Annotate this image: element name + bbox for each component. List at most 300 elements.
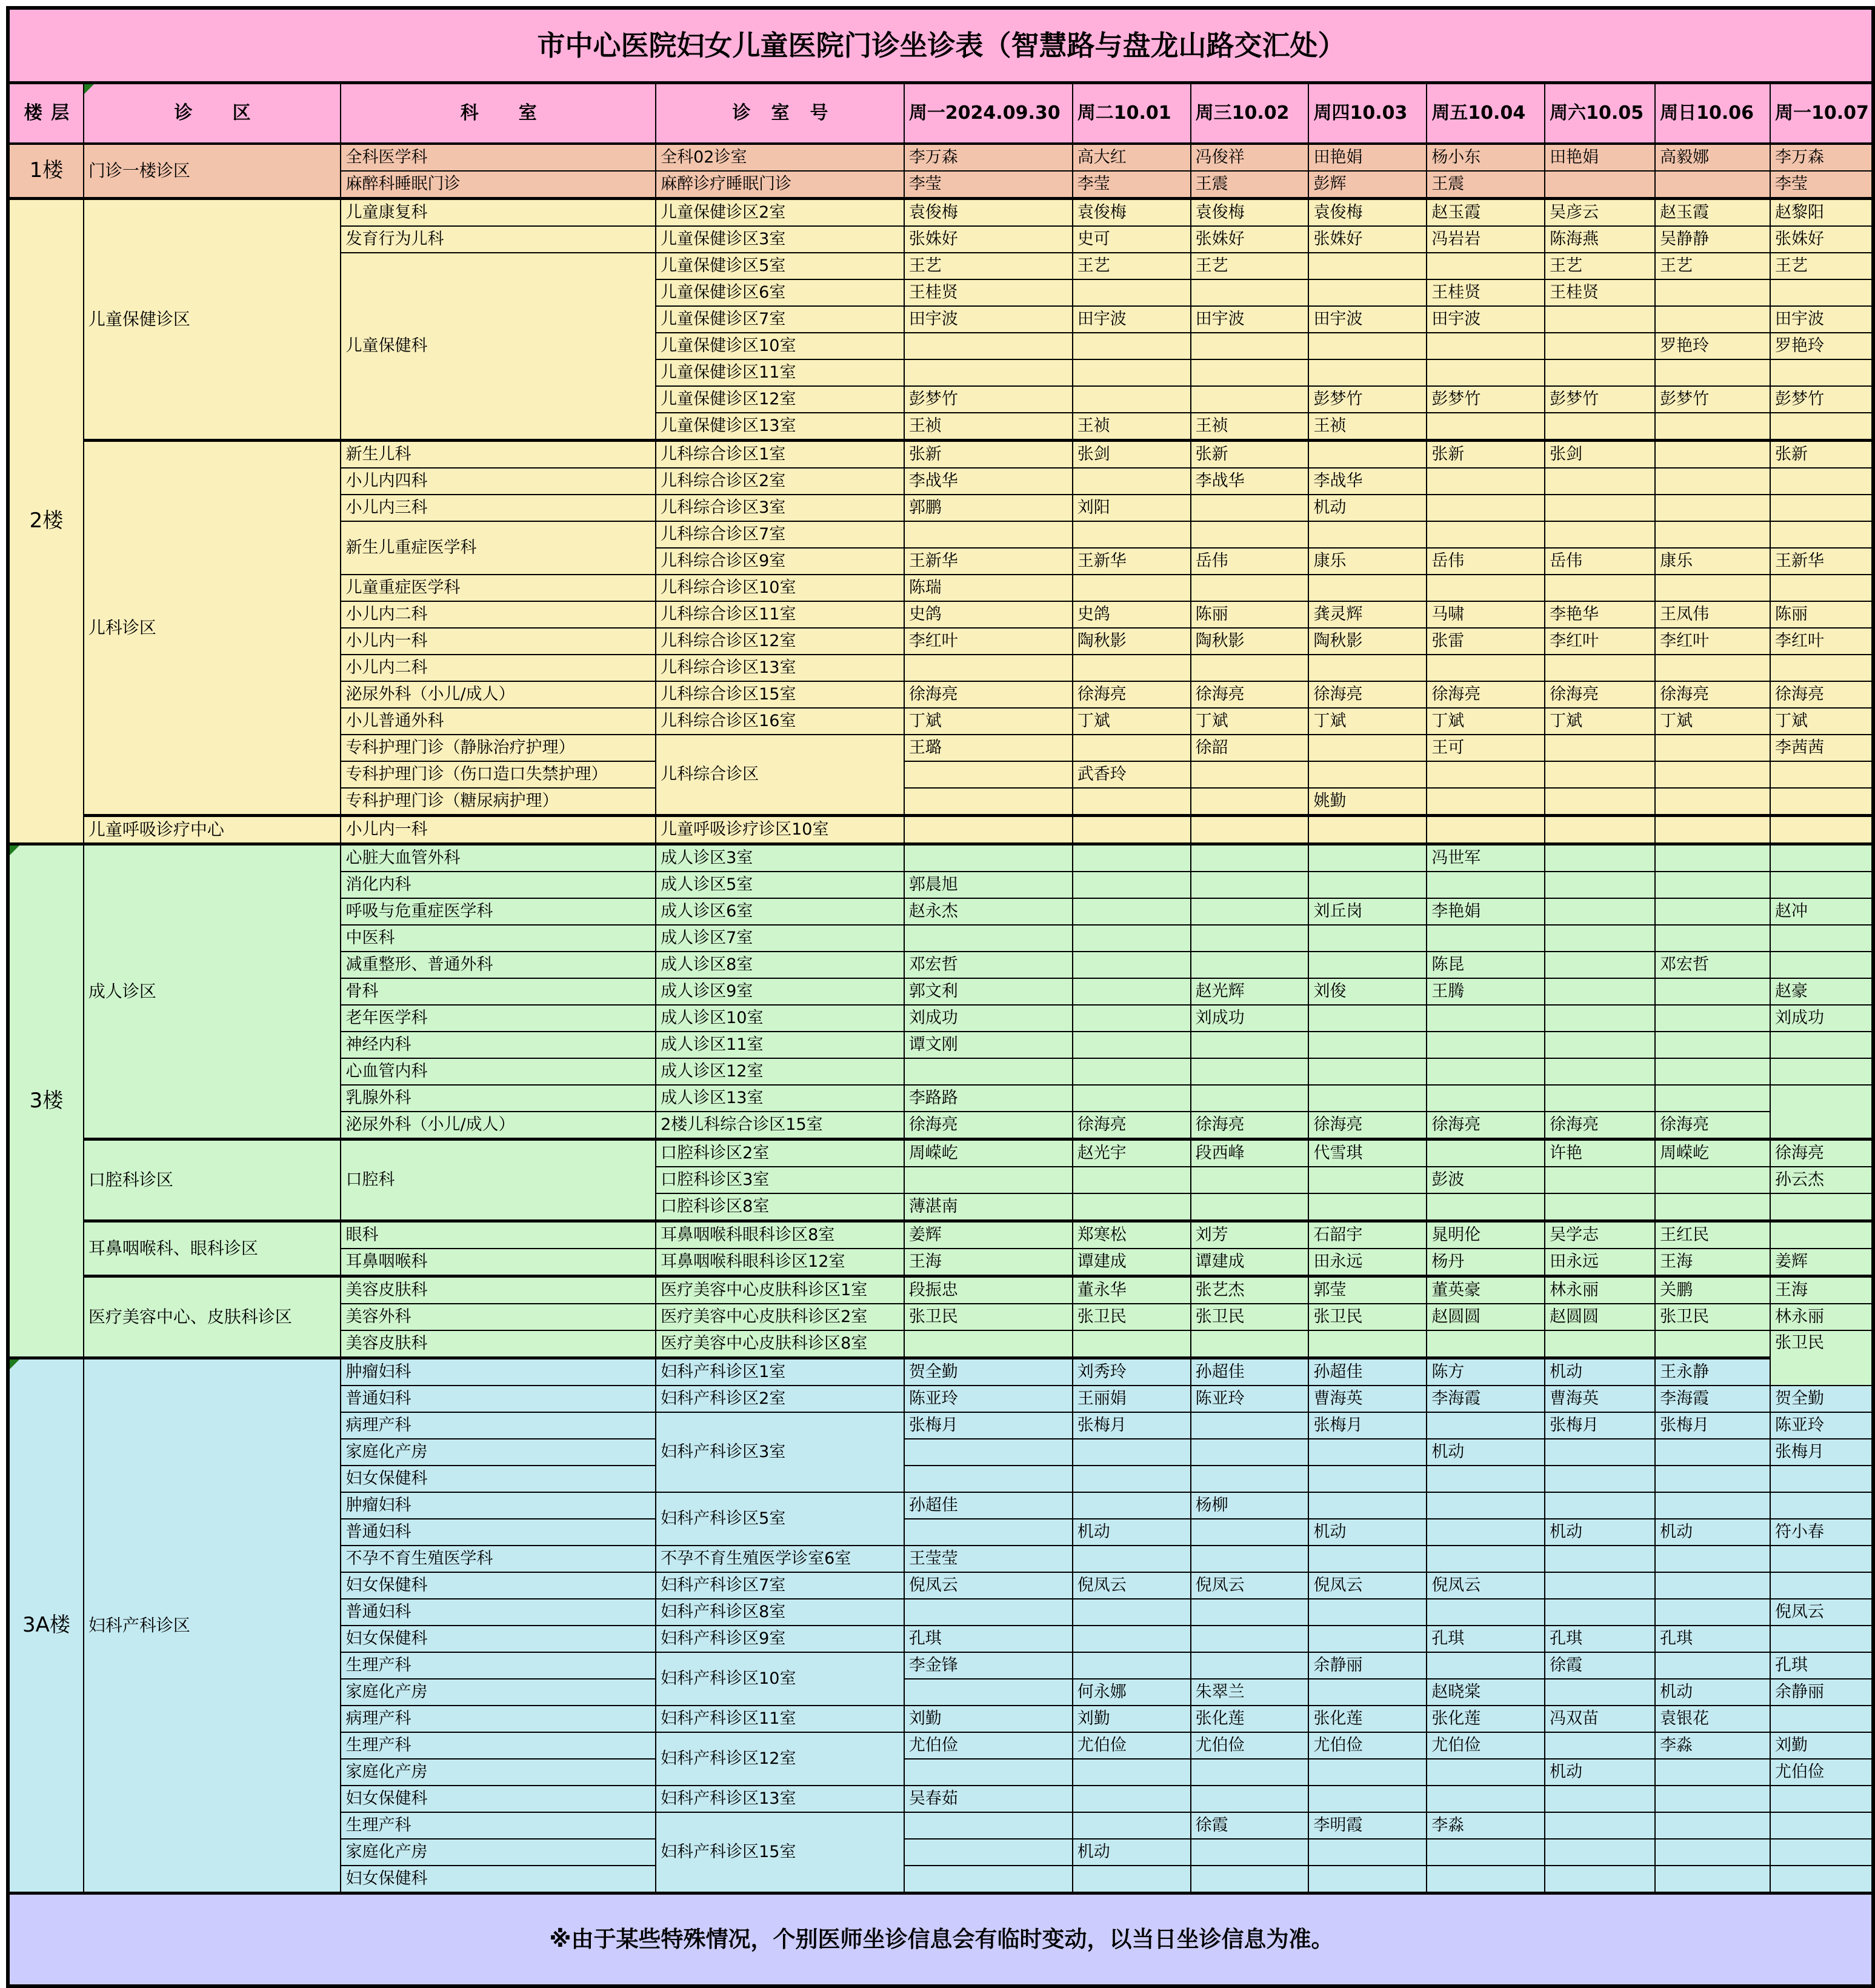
doctor-cell: 李万森: [1770, 144, 1873, 171]
doctor-cell: 张新: [1427, 441, 1545, 469]
doctor-cell: [1770, 1466, 1873, 1492]
room-cell: 妇科产科诊区12室: [656, 1732, 904, 1786]
doctor-cell: 史鸽: [904, 601, 1073, 628]
doctor-cell: 张化莲: [1191, 1706, 1309, 1732]
doctor-cell: [1308, 1546, 1427, 1572]
doctor-cell: 刘芳: [1191, 1221, 1309, 1249]
doctor-cell: [1308, 1167, 1427, 1193]
doctor-cell: [1545, 468, 1655, 495]
doctor-cell: 陶秋影: [1073, 628, 1191, 655]
doctor-cell: 徐海亮: [1427, 1112, 1545, 1139]
header-day: 周一2024.09.30: [904, 83, 1073, 144]
dept-cell: 生理产科: [341, 1812, 656, 1839]
doctor-cell: 郭莹: [1308, 1276, 1427, 1304]
doctor-cell: [1191, 1466, 1309, 1492]
doctor-cell: 刘成功: [904, 1005, 1073, 1032]
doctor-cell: 田宇波: [1770, 306, 1873, 333]
doctor-cell: [1655, 1439, 1770, 1466]
doctor-cell: 陈昆: [1427, 952, 1545, 978]
room-cell: 妇科产科诊区2室: [656, 1386, 904, 1412]
doctor-cell: [1655, 1599, 1770, 1626]
room-cell: 儿科综合诊区9室: [656, 548, 904, 575]
doctor-cell: [1545, 816, 1655, 844]
doctor-cell: 林永丽: [1770, 1304, 1873, 1330]
doctor-cell: [1308, 1193, 1427, 1221]
doctor-cell: [904, 521, 1073, 548]
doctor-cell: [1770, 1812, 1873, 1839]
doctor-cell: 李淼: [1427, 1812, 1545, 1839]
doctor-cell: [1655, 1786, 1770, 1812]
doctor-cell: 尤伯俭: [1770, 1759, 1873, 1786]
doctor-cell: [1073, 925, 1191, 952]
doctor-cell: 丁斌: [1770, 708, 1873, 735]
doctor-cell: [1191, 1652, 1309, 1679]
doctor-cell: [904, 655, 1073, 681]
doctor-cell: [1191, 1546, 1309, 1572]
doctor-cell: [1191, 359, 1309, 386]
dept-cell: 妇女保健科: [341, 1572, 656, 1599]
footer-note: ※由于某些特殊情况，个别医师坐诊信息会有临时变动，以当日坐诊信息为准。: [8, 1893, 1873, 1987]
room-cell: 儿童保健诊区10室: [656, 333, 904, 359]
doctor-cell: [1427, 872, 1545, 898]
room-cell: 耳鼻咽喉科眼科诊区8室: [656, 1221, 904, 1249]
doctor-cell: [904, 1839, 1073, 1866]
doctor-cell: [1427, 788, 1545, 816]
doctor-cell: [1545, 1330, 1655, 1358]
doctor-cell: 王桂贤: [904, 279, 1073, 306]
doctor-cell: [1545, 333, 1655, 359]
doctor-cell: 贺全勤: [904, 1358, 1073, 1386]
doctor-cell: [1308, 359, 1427, 386]
doctor-cell: 孙超佳: [1191, 1358, 1309, 1386]
header-room: 诊 室 号: [656, 83, 904, 144]
room-cell: 妇科产科诊区8室: [656, 1599, 904, 1626]
room-cell: 医疗美容中心皮肤科诊区1室: [656, 1276, 904, 1304]
doctor-cell: [1191, 898, 1309, 925]
doctor-cell: [1073, 844, 1191, 872]
doctor-cell: [904, 1812, 1073, 1839]
room-cell: 儿科综合诊区7室: [656, 521, 904, 548]
room-cell: 全科02诊室: [656, 144, 904, 171]
doctor-cell: [1191, 1439, 1309, 1466]
doctor-cell: [1191, 1412, 1309, 1439]
dept-cell: 小儿内二科: [341, 601, 656, 628]
doctor-cell: 机动: [1545, 1759, 1655, 1786]
title-row: [8, 8, 1873, 83]
doctor-cell: 杨柳: [1191, 1492, 1309, 1519]
doctor-cell: [1655, 1193, 1770, 1221]
doctor-cell: 彭波: [1427, 1167, 1545, 1193]
doctor-cell: 徐海亮: [904, 681, 1073, 708]
doctor-cell: [1655, 844, 1770, 872]
doctor-cell: [1191, 333, 1309, 359]
doctor-cell: 李明霞: [1308, 1812, 1427, 1839]
doctor-cell: 王丽娟: [1073, 1386, 1191, 1412]
doctor-cell: [1073, 1167, 1191, 1193]
doctor-cell: [904, 788, 1073, 816]
doctor-cell: 王凤伟: [1655, 601, 1770, 628]
doctor-cell: 赵豪: [1770, 978, 1873, 1005]
doctor-cell: [1073, 1330, 1191, 1358]
room-cell: 妇科产科诊区9室: [656, 1626, 904, 1652]
doctor-cell: 王桂贤: [1545, 279, 1655, 306]
doctor-cell: [1073, 735, 1191, 761]
doctor-cell: 董永华: [1073, 1276, 1191, 1304]
doctor-cell: [1427, 495, 1545, 521]
doctor-cell: 袁银花: [1655, 1706, 1770, 1732]
doctor-cell: 徐海亮: [1308, 681, 1427, 708]
doctor-cell: [904, 761, 1073, 788]
doctor-cell: 彭梦竹: [1655, 386, 1770, 413]
doctor-cell: 徐海亮: [1308, 1112, 1427, 1139]
doctor-cell: 王祯: [1073, 413, 1191, 441]
doctor-cell: [1073, 1626, 1191, 1652]
doctor-cell: [1545, 1439, 1655, 1466]
doctor-cell: 岳伟: [1545, 548, 1655, 575]
doctor-cell: [1427, 413, 1545, 441]
doctor-cell: [1655, 1032, 1770, 1058]
doctor-cell: 冯岩岩: [1427, 226, 1545, 253]
doctor-cell: [1427, 1652, 1545, 1679]
header-district: 诊 区: [84, 83, 341, 144]
doctor-cell: 刘秀玲: [1073, 1358, 1191, 1386]
doctor-cell: 田宇波: [1191, 306, 1309, 333]
doctor-cell: [1073, 1492, 1191, 1519]
room-cell: 成人诊区3室: [656, 844, 904, 872]
doctor-cell: [1308, 1466, 1427, 1492]
dept-cell: 小儿普通外科: [341, 708, 656, 735]
schedule-row: [8, 1139, 1873, 1167]
doctor-cell: [1770, 1492, 1873, 1519]
doctor-cell: [1191, 279, 1309, 306]
room-cell: 耳鼻咽喉科眼科诊区12室: [656, 1249, 904, 1276]
doctor-cell: [1191, 1519, 1309, 1546]
doctor-cell: [1073, 1652, 1191, 1679]
doctor-cell: [1770, 1546, 1873, 1572]
doctor-cell: [1308, 735, 1427, 761]
doctor-cell: [1770, 1085, 1873, 1139]
doctor-cell: [1427, 1786, 1545, 1812]
doctor-cell: [1073, 1032, 1191, 1058]
doctor-cell: [1308, 1492, 1427, 1519]
doctor-cell: 陈方: [1427, 1358, 1545, 1386]
doctor-cell: [1545, 1466, 1655, 1492]
doctor-cell: 薄湛南: [904, 1193, 1073, 1221]
doctor-cell: [904, 816, 1073, 844]
header-row: [8, 83, 1873, 144]
doctor-cell: [1308, 816, 1427, 844]
doctor-cell: 徐海亮: [1191, 1112, 1309, 1139]
doctor-cell: 田永远: [1545, 1249, 1655, 1276]
doctor-cell: 田宇波: [1308, 306, 1427, 333]
doctor-cell: [1770, 925, 1873, 952]
doctor-cell: 冯双苗: [1545, 1706, 1655, 1732]
doctor-cell: 孙超佳: [904, 1492, 1073, 1519]
room-cell: 儿童保健诊区12室: [656, 386, 904, 413]
doctor-cell: [1770, 279, 1873, 306]
doctor-cell: 机动: [1427, 1439, 1545, 1466]
doctor-cell: [1427, 253, 1545, 279]
doctor-cell: [1308, 1439, 1427, 1466]
doctor-cell: [1655, 1866, 1770, 1893]
doctor-cell: [1770, 1706, 1873, 1732]
room-cell: 儿童保健诊区13室: [656, 413, 904, 441]
doctor-cell: [1073, 1193, 1191, 1221]
room-cell: 儿童呼吸诊疗诊区10室: [656, 816, 904, 844]
doctor-cell: [1191, 1167, 1309, 1193]
doctor-cell: [1427, 1085, 1545, 1112]
doctor-cell: [1770, 788, 1873, 816]
doctor-cell: [1073, 898, 1191, 925]
header-day: 周一10.07: [1770, 83, 1873, 144]
doctor-cell: 岳伟: [1427, 548, 1545, 575]
doctor-cell: 徐海亮: [1655, 681, 1770, 708]
doctor-cell: [1655, 788, 1770, 816]
doctor-cell: 张卫民: [1308, 1304, 1427, 1330]
room-cell: 妇科产科诊区3室: [656, 1412, 904, 1492]
doctor-cell: 谭建成: [1191, 1249, 1309, 1276]
doctor-cell: 王震: [1191, 171, 1309, 199]
doctor-cell: 高大红: [1073, 144, 1191, 171]
doctor-cell: 王永静: [1655, 1358, 1770, 1386]
doctor-cell: [1427, 925, 1545, 952]
doctor-cell: 李淼: [1655, 1732, 1770, 1759]
doctor-cell: [1073, 1786, 1191, 1812]
doctor-cell: 王祯: [1191, 413, 1309, 441]
doctor-cell: [1545, 1193, 1655, 1221]
doctor-cell: [1770, 495, 1873, 521]
dept-cell: 老年医学科: [341, 1005, 656, 1032]
doctor-cell: [1655, 279, 1770, 306]
doctor-cell: 尤伯俭: [1308, 1732, 1427, 1759]
doctor-cell: 陈丽: [1191, 601, 1309, 628]
dept-cell: 病理产科: [341, 1706, 656, 1732]
doctor-cell: 王可: [1427, 735, 1545, 761]
doctor-cell: [1073, 1439, 1191, 1466]
dept-cell: 发育行为儿科: [341, 226, 656, 253]
doctor-cell: [1191, 761, 1309, 788]
dept-cell: 肿瘤妇科: [341, 1358, 656, 1386]
doctor-cell: 罗艳玲: [1770, 333, 1873, 359]
doctor-cell: [1427, 1599, 1545, 1626]
room-cell: 医疗美容中心皮肤科诊区2室: [656, 1304, 904, 1330]
doctor-cell: [1191, 1626, 1309, 1652]
page-title: 市中心医院妇女儿童医院门诊坐诊表（智慧路与盘龙山路交汇处）: [8, 8, 1873, 83]
dept-cell: 全科医学科: [341, 144, 656, 171]
doctor-cell: [1308, 441, 1427, 469]
doctor-cell: 张姝好: [904, 226, 1073, 253]
doctor-cell: 王海: [1655, 1249, 1770, 1276]
doctor-cell: 机动: [1308, 495, 1427, 521]
doctor-cell: 周嵘屹: [904, 1139, 1073, 1167]
doctor-cell: 刘勤: [904, 1706, 1073, 1732]
doctor-cell: 陈亚玲: [904, 1386, 1073, 1412]
doctor-cell: 陈瑞: [904, 575, 1073, 601]
doctor-cell: 郭鹏: [904, 495, 1073, 521]
doctor-cell: [1427, 333, 1545, 359]
doctor-cell: 徐霞: [1191, 1812, 1309, 1839]
room-cell: 儿科综合诊区15室: [656, 681, 904, 708]
doctor-cell: [1308, 1866, 1427, 1893]
doctor-cell: [1191, 521, 1309, 548]
doctor-cell: [1191, 1599, 1309, 1626]
doctor-cell: [1545, 1005, 1655, 1032]
district-cell: 成人诊区: [84, 844, 341, 1139]
doctor-cell: 王艺: [1191, 253, 1309, 279]
doctor-cell: 袁俊梅: [904, 199, 1073, 227]
doctor-cell: [904, 1058, 1073, 1085]
doctor-cell: 陈亚玲: [1191, 1386, 1309, 1412]
doctor-cell: [1655, 1167, 1770, 1193]
doctor-cell: 武香玲: [1073, 761, 1191, 788]
doctor-cell: [1191, 1330, 1309, 1358]
doctor-cell: 彭梦竹: [1770, 386, 1873, 413]
doctor-cell: 丁斌: [1191, 708, 1309, 735]
doctor-cell: 李路路: [904, 1085, 1073, 1112]
doctor-cell: [1191, 1759, 1309, 1786]
room-cell: 成人诊区5室: [656, 872, 904, 898]
dept-cell: 新生儿科: [341, 441, 656, 469]
dept-cell: 专科护理门诊（糖尿病护理）: [341, 788, 656, 816]
doctor-cell: [1545, 1679, 1655, 1706]
doctor-cell: [1427, 1193, 1545, 1221]
doctor-cell: 倪凤云: [1073, 1572, 1191, 1599]
doctor-cell: 王海: [904, 1249, 1073, 1276]
doctor-cell: 周嵘屹: [1655, 1139, 1770, 1167]
district-cell: 儿童保健诊区: [84, 199, 341, 441]
doctor-cell: [1427, 575, 1545, 601]
doctor-cell: 孙云杰: [1770, 1167, 1873, 1193]
doctor-cell: [1073, 575, 1191, 601]
dept-cell: 美容外科: [341, 1304, 656, 1330]
doctor-cell: 张梅月: [1308, 1412, 1427, 1439]
doctor-cell: 机动: [1545, 1358, 1655, 1386]
doctor-cell: 孔琪: [1770, 1652, 1873, 1679]
doctor-cell: 李莹: [1770, 171, 1873, 199]
doctor-cell: 张艺杰: [1191, 1276, 1309, 1304]
doctor-cell: [1655, 1330, 1770, 1358]
doctor-cell: 陶秋影: [1191, 628, 1309, 655]
doctor-cell: 尤伯俭: [1191, 1732, 1309, 1759]
doctor-cell: [1545, 1058, 1655, 1085]
room-cell: 口腔科诊区3室: [656, 1167, 904, 1193]
doctor-cell: [1427, 359, 1545, 386]
doctor-cell: [1655, 306, 1770, 333]
dept-cell: 泌尿外科（小儿/成人）: [341, 1112, 656, 1139]
doctor-cell: 徐海亮: [904, 1112, 1073, 1139]
doctor-cell: 高毅娜: [1655, 144, 1770, 171]
doctor-cell: 田宇波: [1427, 306, 1545, 333]
room-cell: 成人诊区13室: [656, 1085, 904, 1112]
doctor-cell: [1655, 761, 1770, 788]
doctor-cell: [1427, 521, 1545, 548]
room-cell: 成人诊区11室: [656, 1032, 904, 1058]
doctor-cell: 王艺: [1770, 253, 1873, 279]
schedule-row: [8, 1276, 1873, 1304]
doctor-cell: 李红叶: [1770, 628, 1873, 655]
doctor-cell: 杨小东: [1427, 144, 1545, 171]
doctor-cell: 刘丘岗: [1308, 898, 1427, 925]
header-day: 周三10.02: [1191, 83, 1309, 144]
doctor-cell: 倪凤云: [1770, 1599, 1873, 1626]
room-cell: 儿科综合诊区13室: [656, 655, 904, 681]
room-cell: 2楼儿科综合诊区15室: [656, 1112, 904, 1139]
room-cell: 口腔科诊区8室: [656, 1193, 904, 1221]
doctor-cell: [1655, 171, 1770, 199]
schedule-row: [8, 199, 1873, 227]
doctor-cell: 李艳娟: [1427, 898, 1545, 925]
doctor-cell: 孔琪: [1545, 1626, 1655, 1652]
doctor-cell: [1073, 952, 1191, 978]
dept-cell: 家庭化产房: [341, 1759, 656, 1786]
doctor-cell: [1073, 1546, 1191, 1572]
doctor-cell: 徐霞: [1545, 1652, 1655, 1679]
doctor-cell: [1655, 1812, 1770, 1839]
doctor-cell: [1770, 413, 1873, 441]
doctor-cell: [1655, 1839, 1770, 1866]
doctor-cell: 倪凤云: [1308, 1572, 1427, 1599]
doctor-cell: 陈丽: [1770, 601, 1873, 628]
doctor-cell: [1427, 1866, 1545, 1893]
doctor-cell: 刘成功: [1770, 1005, 1873, 1032]
doctor-cell: [1427, 816, 1545, 844]
doctor-cell: [1655, 441, 1770, 469]
doctor-cell: 田宇波: [904, 306, 1073, 333]
doctor-cell: 赵永杰: [904, 898, 1073, 925]
doctor-cell: 吴学志: [1545, 1221, 1655, 1249]
doctor-cell: [1545, 872, 1655, 898]
doctor-cell: [1073, 1058, 1191, 1085]
doctor-cell: 陈海燕: [1545, 226, 1655, 253]
room-cell: 儿童保健诊区2室: [656, 199, 904, 227]
doctor-cell: 赵光辉: [1191, 978, 1309, 1005]
doctor-cell: 袁俊梅: [1073, 199, 1191, 227]
doctor-cell: 林永丽: [1545, 1276, 1655, 1304]
doctor-cell: [1308, 844, 1427, 872]
room-cell: 妇科产科诊区1室: [656, 1358, 904, 1386]
doctor-cell: [1770, 1221, 1873, 1249]
doctor-cell: 姚勤: [1308, 788, 1427, 816]
doctor-cell: [1545, 1839, 1655, 1866]
doctor-cell: 张姝好: [1191, 226, 1309, 253]
doctor-cell: [1073, 521, 1191, 548]
doctor-cell: [1545, 521, 1655, 548]
doctor-cell: 彭梦竹: [904, 386, 1073, 413]
doctor-cell: 丁斌: [1427, 708, 1545, 735]
doctor-cell: 赵玉霞: [1427, 199, 1545, 227]
doctor-cell: 姜辉: [904, 1221, 1073, 1249]
doctor-cell: [1545, 735, 1655, 761]
district-cell: 儿科诊区: [84, 441, 341, 816]
room-cell: 成人诊区8室: [656, 952, 904, 978]
doctor-cell: [1073, 333, 1191, 359]
doctor-cell: [1073, 1466, 1191, 1492]
doctor-cell: 李金锋: [904, 1652, 1073, 1679]
doctor-cell: 王新华: [904, 548, 1073, 575]
doctor-cell: 王震: [1427, 171, 1545, 199]
district-cell: 妇科产科诊区: [84, 1358, 341, 1893]
doctor-cell: 罗艳玲: [1655, 333, 1770, 359]
doctor-cell: [1073, 279, 1191, 306]
doctor-cell: [1308, 872, 1427, 898]
district-cell: 儿童呼吸诊疗中心: [84, 816, 341, 844]
doctor-cell: 张卫民: [1191, 1304, 1309, 1330]
floor-cell: 1楼: [8, 144, 84, 199]
doctor-cell: [1191, 1866, 1309, 1893]
doctor-cell: 张姝好: [1770, 226, 1873, 253]
doctor-cell: 段振忠: [904, 1276, 1073, 1304]
doctor-cell: [1308, 1599, 1427, 1626]
